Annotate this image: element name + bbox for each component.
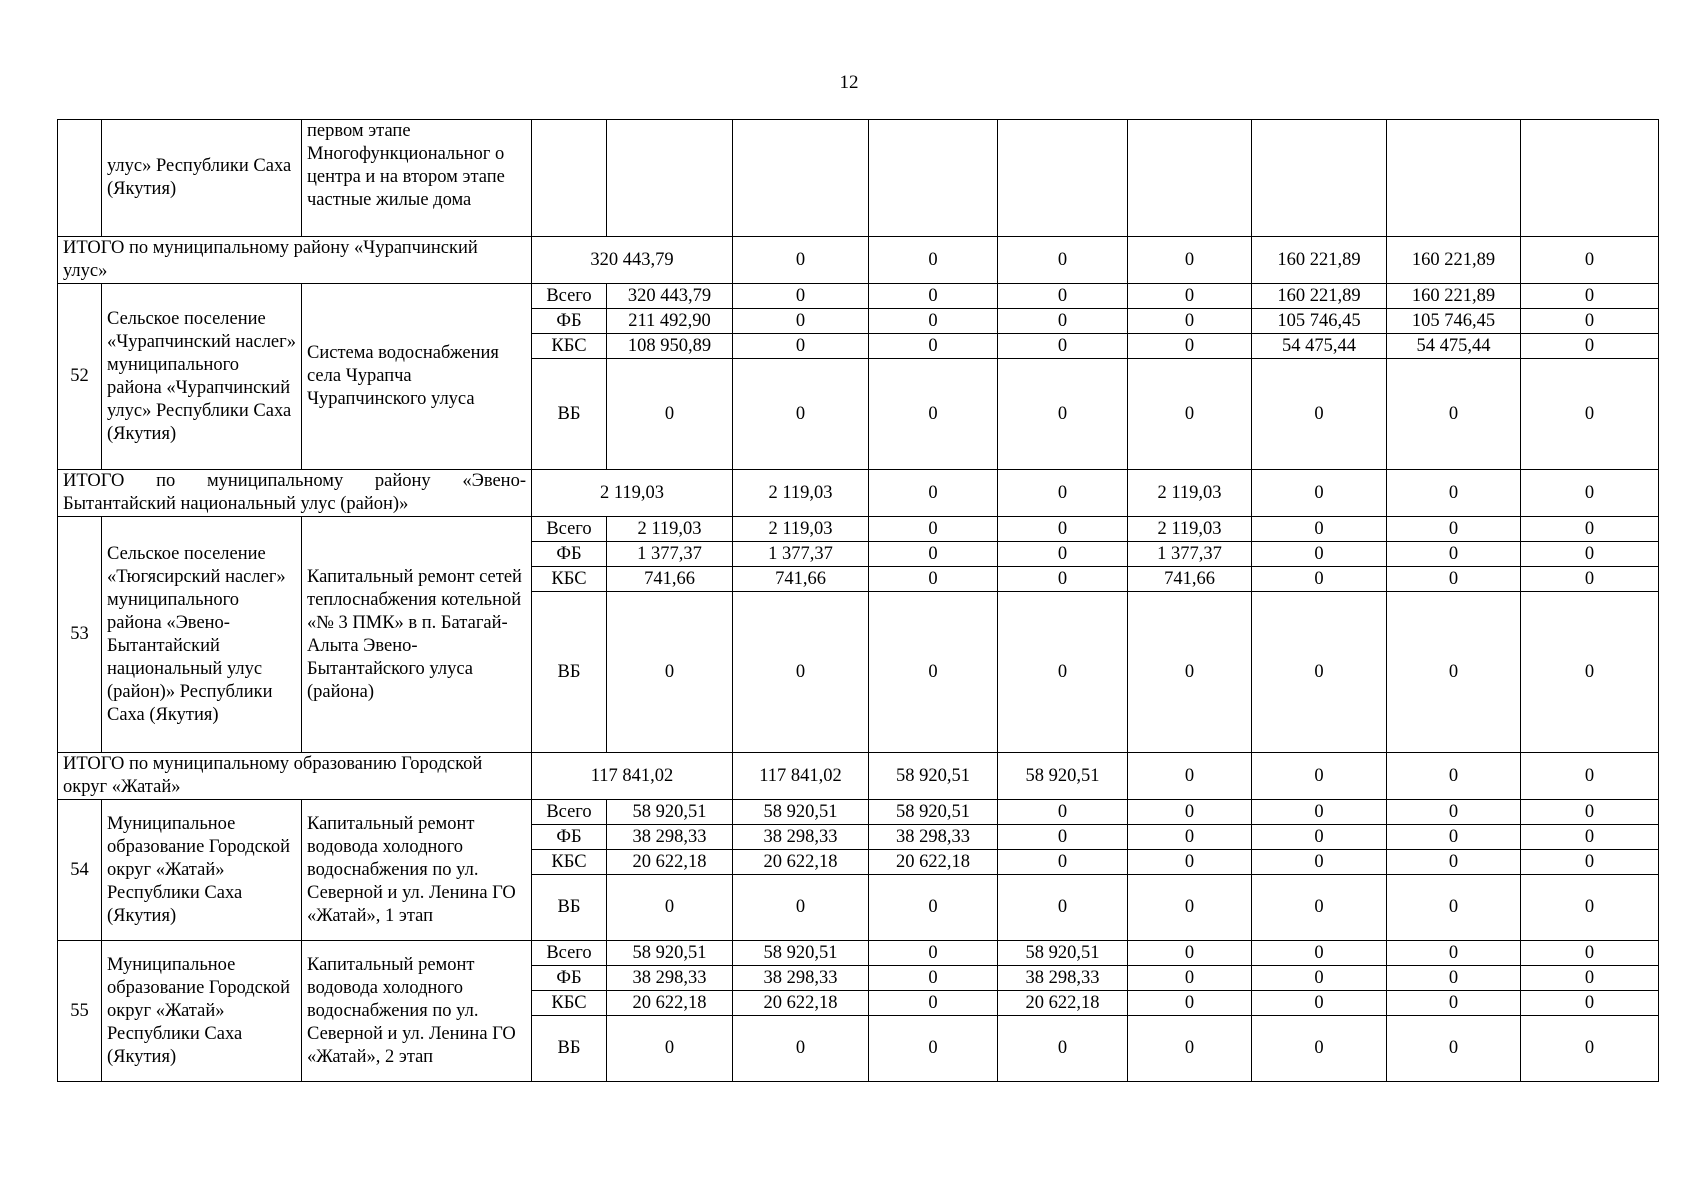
value-cell: 0 <box>1521 991 1659 1016</box>
object-cell: Система водоснабжения села Чурапча Чурапчинского улуса <box>302 284 532 470</box>
total-value: 0 <box>1521 753 1659 800</box>
row-number: 53 <box>58 517 102 753</box>
value-cell: 0 <box>1521 592 1659 753</box>
source-cell: Всего <box>532 941 607 966</box>
total-value: 0 <box>1128 753 1252 800</box>
value-cell: 0 <box>1252 517 1387 542</box>
value-cell: 38 298,33 <box>869 825 998 850</box>
value-cell: 0 <box>733 309 869 334</box>
value-cell: 0 <box>869 309 998 334</box>
value-cell: 0 <box>1387 1016 1521 1082</box>
value-cell: 0 <box>1521 567 1659 592</box>
empty-cell <box>1128 120 1252 237</box>
value-cell: 0 <box>998 1016 1128 1082</box>
value-cell: 0 <box>1252 991 1387 1016</box>
value-cell: 0 <box>1128 359 1252 470</box>
source-cell: КБС <box>532 991 607 1016</box>
page-number: 12 <box>839 72 859 93</box>
value-cell: 58 920,51 <box>733 941 869 966</box>
object-cell: Капитальный ремонт водовода холодного водоснабжения по ул. Северной и ул. Ленина ГО «Жатай», 2 этап <box>302 941 532 1082</box>
value-cell: 0 <box>998 850 1128 875</box>
value-cell: 105 746,45 <box>1387 309 1521 334</box>
empty-cell <box>998 120 1128 237</box>
value-cell: 0 <box>607 592 733 753</box>
value-cell: 0 <box>1521 517 1659 542</box>
value-cell: 0 <box>1252 1016 1387 1082</box>
value-cell: 0 <box>869 334 998 359</box>
empty-cell <box>1252 120 1387 237</box>
value-cell: 58 920,51 <box>869 800 998 825</box>
source-cell: КБС <box>532 567 607 592</box>
empty-cell <box>869 120 998 237</box>
row-number: 54 <box>58 800 102 941</box>
value-cell: 0 <box>869 966 998 991</box>
value-cell: 108 950,89 <box>607 334 733 359</box>
value-cell: 1 377,37 <box>1128 542 1252 567</box>
total-value: 58 920,51 <box>998 753 1128 800</box>
total-value: 320 443,79 <box>532 237 733 284</box>
source-cell: ФБ <box>532 966 607 991</box>
value-cell: 2 119,03 <box>1128 517 1252 542</box>
value-cell: 0 <box>1387 567 1521 592</box>
value-cell: 0 <box>1387 592 1521 753</box>
table-row <box>58 800 1659 825</box>
value-cell: 0 <box>1128 334 1252 359</box>
value-cell: 0 <box>733 334 869 359</box>
value-cell: 0 <box>869 542 998 567</box>
total-value: 58 920,51 <box>869 753 998 800</box>
value-cell: 54 475,44 <box>1387 334 1521 359</box>
value-cell: 0 <box>607 359 733 470</box>
total-value: 0 <box>1252 470 1387 517</box>
value-cell: 0 <box>869 284 998 309</box>
total-value: 117 841,02 <box>733 753 869 800</box>
value-cell: 0 <box>998 875 1128 941</box>
value-cell: 20 622,18 <box>733 991 869 1016</box>
value-cell: 0 <box>998 517 1128 542</box>
value-cell: 0 <box>998 309 1128 334</box>
total-value: 0 <box>998 237 1128 284</box>
value-cell: 20 622,18 <box>998 991 1128 1016</box>
source-cell: ФБ <box>532 309 607 334</box>
value-cell: 0 <box>1128 1016 1252 1082</box>
value-cell: 0 <box>1387 850 1521 875</box>
value-cell: 0 <box>869 592 998 753</box>
table-row <box>58 517 1659 542</box>
value-cell: 58 920,51 <box>607 941 733 966</box>
total-value: 0 <box>1387 470 1521 517</box>
value-cell: 0 <box>1128 825 1252 850</box>
value-cell: 320 443,79 <box>607 284 733 309</box>
value-cell: 0 <box>1521 334 1659 359</box>
value-cell: 0 <box>1252 567 1387 592</box>
value-cell: 741,66 <box>607 567 733 592</box>
total-row <box>58 470 1659 517</box>
source-cell: ВБ <box>532 359 607 470</box>
value-cell: 0 <box>998 284 1128 309</box>
value-cell: 0 <box>1387 941 1521 966</box>
value-cell: 2 119,03 <box>607 517 733 542</box>
value-cell: 58 920,51 <box>607 800 733 825</box>
value-cell: 0 <box>1387 359 1521 470</box>
value-cell: 0 <box>1128 800 1252 825</box>
table-row <box>58 284 1659 309</box>
value-cell: 0 <box>1128 850 1252 875</box>
value-cell: 0 <box>998 800 1128 825</box>
value-cell: 0 <box>1387 875 1521 941</box>
row-number-cell <box>58 120 102 237</box>
value-cell: 0 <box>998 592 1128 753</box>
value-cell: 20 622,18 <box>733 850 869 875</box>
value-cell: 38 298,33 <box>607 966 733 991</box>
value-cell: 741,66 <box>733 567 869 592</box>
source-cell: ФБ <box>532 542 607 567</box>
source-cell: КБС <box>532 850 607 875</box>
value-cell: 58 920,51 <box>733 800 869 825</box>
total-label: ИТОГО по муниципальному образованию Городской округ «Жатай» <box>58 753 532 800</box>
value-cell: 741,66 <box>1128 567 1252 592</box>
org-cell: Сельское поселение «Тюгясирский наслег» муниципального района «Эвено-Бытантайский национальный улус (район)» Республики Саха (Якутия) <box>102 517 302 753</box>
value-cell: 0 <box>1387 991 1521 1016</box>
value-cell: 54 475,44 <box>1252 334 1387 359</box>
total-value: 2 119,03 <box>1128 470 1252 517</box>
value-cell: 0 <box>1128 592 1252 753</box>
org-cell: Муниципальное образование Городской округ «Жатай» Республики Саха (Якутия) <box>102 941 302 1082</box>
value-cell: 0 <box>1128 941 1252 966</box>
value-cell: 0 <box>1252 941 1387 966</box>
source-cell: Всего <box>532 517 607 542</box>
object-cell: первом этапе Многофункциональног о центра и на втором этапе частные жилые дома <box>302 120 532 237</box>
value-cell: 0 <box>1521 875 1659 941</box>
value-cell: 0 <box>733 875 869 941</box>
total-value: 0 <box>1128 237 1252 284</box>
value-cell: 0 <box>869 991 998 1016</box>
value-cell: 0 <box>1252 800 1387 825</box>
value-cell: 0 <box>1521 284 1659 309</box>
value-cell: 0 <box>1252 875 1387 941</box>
source-cell: ВБ <box>532 592 607 753</box>
value-cell: 105 746,45 <box>1252 309 1387 334</box>
value-cell: 0 <box>869 875 998 941</box>
total-value: 160 221,89 <box>1252 237 1387 284</box>
value-cell: 0 <box>998 334 1128 359</box>
total-value: 0 <box>1521 237 1659 284</box>
org-cell: Муниципальное образование Городской округ «Жатай» Республики Саха (Якутия) <box>102 800 302 941</box>
value-cell: 0 <box>998 542 1128 567</box>
value-cell: 0 <box>1521 1016 1659 1082</box>
table-row <box>58 941 1659 966</box>
source-cell: ВБ <box>532 875 607 941</box>
object-cell: Капитальный ремонт водовода холодного водоснабжения по ул. Северной и ул. Ленина ГО «Жатай», 1 этап <box>302 800 532 941</box>
value-cell: 0 <box>607 875 733 941</box>
value-cell: 0 <box>869 1016 998 1082</box>
value-cell: 0 <box>869 359 998 470</box>
table-row-continuation <box>58 120 1659 237</box>
value-cell: 2 119,03 <box>733 517 869 542</box>
source-cell: ФБ <box>532 825 607 850</box>
value-cell: 0 <box>869 567 998 592</box>
total-value: 0 <box>869 237 998 284</box>
total-label: ИТОГО по муниципальному району «Чурапчинский улус» <box>58 237 532 284</box>
value-cell: 0 <box>1252 966 1387 991</box>
value-cell: 160 221,89 <box>1387 284 1521 309</box>
value-cell: 58 920,51 <box>998 941 1128 966</box>
value-cell: 0 <box>1387 825 1521 850</box>
total-value: 0 <box>869 470 998 517</box>
empty-cell <box>733 120 869 237</box>
value-cell: 38 298,33 <box>733 825 869 850</box>
value-cell: 0 <box>1387 800 1521 825</box>
source-cell: ВБ <box>532 1016 607 1082</box>
value-cell: 0 <box>733 1016 869 1082</box>
value-cell: 0 <box>1252 592 1387 753</box>
total-value: 160 221,89 <box>1387 237 1521 284</box>
org-cell: улус» Республики Саха (Якутия) <box>102 120 302 237</box>
value-cell: 0 <box>1252 542 1387 567</box>
value-cell: 38 298,33 <box>998 966 1128 991</box>
value-cell: 0 <box>607 1016 733 1082</box>
value-cell: 20 622,18 <box>607 850 733 875</box>
value-cell: 0 <box>1128 966 1252 991</box>
value-cell: 211 492,90 <box>607 309 733 334</box>
value-cell: 0 <box>1521 800 1659 825</box>
value-cell: 0 <box>998 825 1128 850</box>
row-number: 55 <box>58 941 102 1082</box>
value-cell: 0 <box>1521 966 1659 991</box>
value-cell: 0 <box>1387 517 1521 542</box>
total-value: 0 <box>998 470 1128 517</box>
value-cell: 0 <box>1252 850 1387 875</box>
empty-cell <box>1521 120 1659 237</box>
total-value: 0 <box>1252 753 1387 800</box>
total-value: 117 841,02 <box>532 753 733 800</box>
value-cell: 0 <box>1521 941 1659 966</box>
value-cell: 0 <box>1387 966 1521 991</box>
financing-table <box>57 119 1659 1082</box>
total-label: ИТОГО по муниципальному району «Эвено-Бытантайский национальный улус (район)» <box>58 470 532 517</box>
total-row <box>58 237 1659 284</box>
row-number: 52 <box>58 284 102 470</box>
total-value: 0 <box>733 237 869 284</box>
value-cell: 0 <box>1521 542 1659 567</box>
value-cell: 0 <box>1128 284 1252 309</box>
value-cell: 0 <box>733 359 869 470</box>
object-cell: Капитальный ремонт сетей теплоснабжения котельной «№ 3 ПМК» в п. Батагай-Алыта Эвено-Бытантайского улуса (района) <box>302 517 532 753</box>
empty-cell <box>532 120 607 237</box>
value-cell: 0 <box>1521 359 1659 470</box>
value-cell: 20 622,18 <box>869 850 998 875</box>
value-cell: 0 <box>1128 309 1252 334</box>
value-cell: 160 221,89 <box>1252 284 1387 309</box>
empty-cell <box>607 120 733 237</box>
value-cell: 20 622,18 <box>607 991 733 1016</box>
value-cell: 0 <box>869 941 998 966</box>
source-cell: КБС <box>532 334 607 359</box>
value-cell: 0 <box>733 592 869 753</box>
value-cell: 0 <box>733 284 869 309</box>
value-cell: 0 <box>1128 991 1252 1016</box>
empty-cell <box>1387 120 1521 237</box>
total-value: 2 119,03 <box>733 470 869 517</box>
value-cell: 0 <box>1252 359 1387 470</box>
org-cell: Сельское поселение «Чурапчинский наслег» муниципального района «Чурапчинский улус» Республики Саха (Якутия) <box>102 284 302 470</box>
total-row <box>58 753 1659 800</box>
value-cell: 1 377,37 <box>733 542 869 567</box>
value-cell: 0 <box>1521 825 1659 850</box>
total-value: 0 <box>1521 470 1659 517</box>
value-cell: 0 <box>1521 309 1659 334</box>
value-cell: 38 298,33 <box>607 825 733 850</box>
total-value: 2 119,03 <box>532 470 733 517</box>
value-cell: 0 <box>1387 542 1521 567</box>
value-cell: 0 <box>998 567 1128 592</box>
value-cell: 38 298,33 <box>733 966 869 991</box>
value-cell: 0 <box>1252 825 1387 850</box>
source-cell: Всего <box>532 800 607 825</box>
source-cell: Всего <box>532 284 607 309</box>
value-cell: 0 <box>869 517 998 542</box>
value-cell: 0 <box>1128 875 1252 941</box>
total-value: 0 <box>1387 753 1521 800</box>
value-cell: 1 377,37 <box>607 542 733 567</box>
value-cell: 0 <box>1521 850 1659 875</box>
value-cell: 0 <box>998 359 1128 470</box>
